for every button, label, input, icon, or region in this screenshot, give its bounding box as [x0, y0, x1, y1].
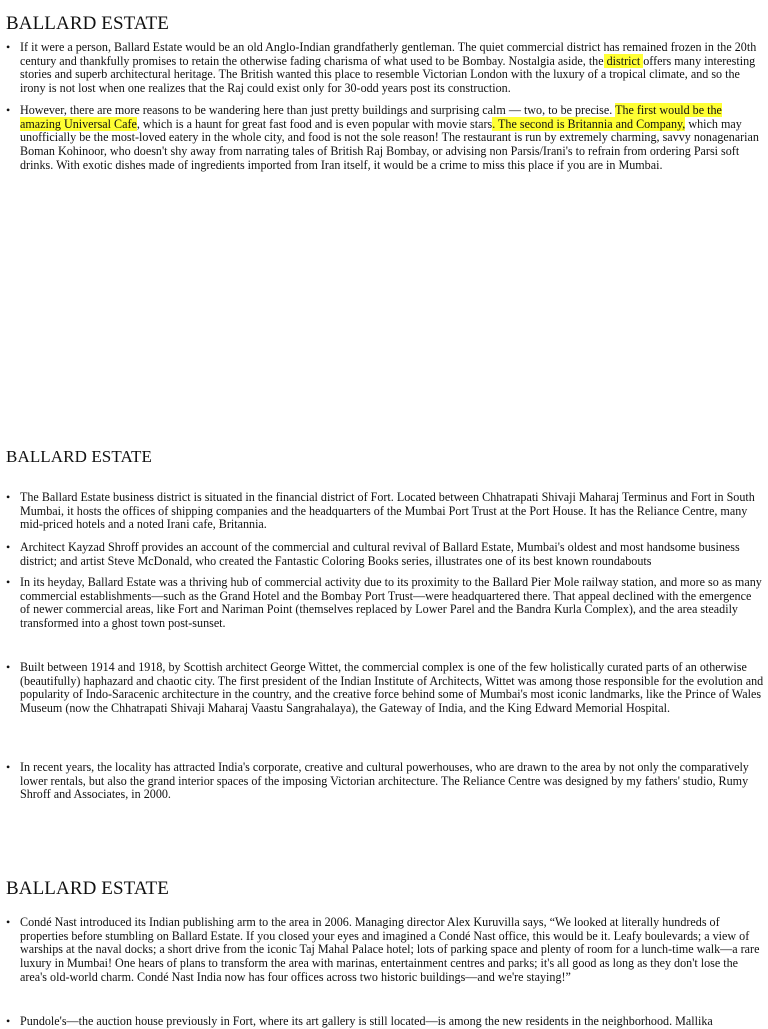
- bullet-icon: •: [6, 760, 11, 774]
- text-run: offers many interesting stories and superb architectural heritage. The British wanted this place to resemble Victorian London with the luxury of a tropical climate, and so the irony is not lost when one realizes that the Raj could exist only for 30-odd years post its construction.: [20, 53, 756, 96]
- paragraph: The Ballard Estate business district is situated in the financial district of Fort. Located between Chhatrapati Shivaji Maharaj Terminus and Fort in South Mumbai, it hosts the offices of shipping companies and the headquarters of the Mumbai Port Trust at the Port House. It has the Reliance Centre, many mid-priced hotels and a noted Irani cafe, Britannia.: [20, 490, 755, 532]
- highlighted-text: The first would be the amazing Universal Cafe: [20, 103, 722, 131]
- paragraph: Architect Kayzad Shroff provides an account of the commercial and cultural revival of Ballard Estate, Mumbai's oldest and most handsome business district; and artist Steve McDonald, who created the Fantastic Coloring Books series, illustrates one of its best known roundabouts: [20, 540, 740, 568]
- section-heading: BALLARD ESTATE: [6, 13, 169, 34]
- text-run: However, there are more reasons to be wandering here than just pretty buildings and surprising calm — two, to be precise.: [20, 103, 616, 117]
- text-run: which may unofficially be the most-loved eatery in the whole city, and food is not the sole reason! The restaurant is run by extremely charming, savvy nonagenarian Boman Kohinoor, who doesn't shy away from narrating tales of British Raj Bombay, or advising non Parsis/Irani's to refrain from ordering Parsi soft drinks. With exotic dishes made of ingredients imported from Iran itself, it would be a crime to miss this place if you are in Mumbai.: [20, 116, 759, 172]
- paragraph: In its heyday, Ballard Estate was a thriving hub of commercial activity due to its proximity to the Ballard Pier Mole railway station, and more so as many commercial establishments—such as the Grand Hotel and the Bombay Port Trust—were headquartered there. That appeal declined with the emergence of newer commercial areas, like Fort and Nariman Point (themselves replaced by Lower Parel and the Bandra Kurla Complex), and the area steadily transformed into a ghost town post-sunset.: [20, 575, 762, 631]
- text-run: If it were a person, Ballard Estate would be an old Anglo-Indian grandfatherly gentleman. The quiet commercial district has remained frozen in the 20th century and thankfully promises to retain the otherwise fading charisma of what used to be Bombay. Nostalgia aside, the: [20, 40, 757, 68]
- highlighted-text: district: [603, 53, 644, 68]
- paragraph: Pundole's—the auction house previously in Fort, where its art gallery is still located—is among the new residents in the neighborhood. Mallika: [20, 1014, 713, 1028]
- paragraph: [20, 104, 764, 173]
- bullet-icon: •: [6, 490, 11, 504]
- bullet-icon: •: [6, 103, 11, 117]
- bullet-icon: •: [6, 1014, 11, 1028]
- paragraph: [20, 41, 764, 96]
- bullet-icon: •: [6, 660, 11, 674]
- bullet-icon: •: [6, 915, 11, 929]
- paragraph: In recent years, the locality has attracted India's corporate, creative and cultural powerhouses, who are drawn to the area by not only the comparatively lower rentals, but also the grand interior spaces of the imposing Victorian architecture. The Reliance Centre was designed by my fathers' studio, Rumy Shroff and Associates, in 2000.: [20, 760, 749, 802]
- bullet-icon: •: [6, 575, 11, 589]
- bullet-icon: •: [6, 40, 11, 54]
- section-heading: BALLARD ESTATE: [6, 878, 169, 899]
- paragraph: Built between 1914 and 1918, by Scottish architect George Wittet, the commercial complex is one of the few holistically curated parts of an otherwise (beautifully) haphazard and chaotic city. The first president of the Indian Institute of Architects, Wittet was among those responsible for the evolution and popularity of Indo-Saracenic architecture in the country, and the creative force behind some of Mumbai's most iconic landmarks, like the Prince of Wales Museum (now the Chhatrapati Shivaji Maharaj Vaastu Sangrahalaya), the Gateway of India, and the King Edward Memorial Hospital.: [20, 660, 764, 716]
- text-run: , which is a haunt for great fast food and is even popular with movie stars: [136, 116, 493, 131]
- paragraph: Condé Nast introduced its Indian publishing arm to the area in 2006. Managing director Alex Kuruvilla says, “We looked at literally hundreds of properties before stumbling on Ballard Estate. If you closed your eyes and imagined a Condé Nast office, this would be it. Leafy boulevards; a view of warships at the naval docks; a short drive from the iconic Taj Mahal Palace hotel; lots of parking space and plenty of room for a lunch-time walk—a rare luxury in Mumbai! One hears of plans to transform the area with marinas, entertainment centres and parks; it's all good as long as they don't lose the area's old-world charm. Condé Nast India now has four offices across two historic buildings—and we're staying!”: [20, 915, 760, 984]
- bullet-icon: •: [6, 540, 11, 554]
- highlighted-text: . The second is Britannia and Company,: [492, 116, 686, 131]
- section-heading: BALLARD ESTATE: [6, 447, 152, 466]
